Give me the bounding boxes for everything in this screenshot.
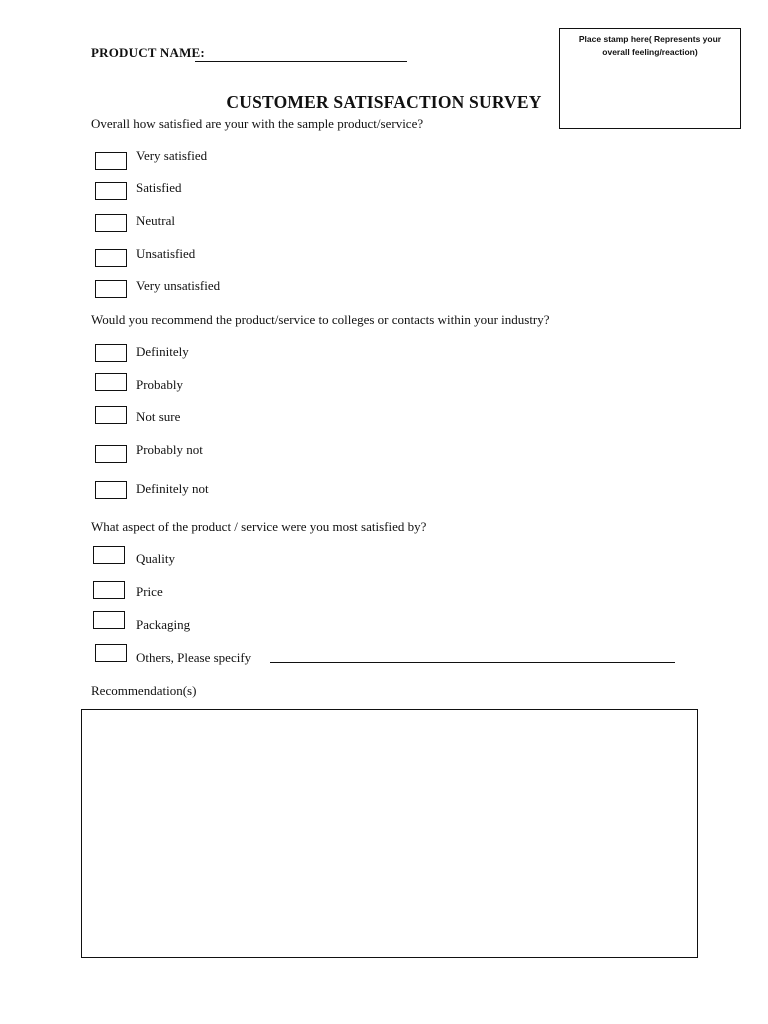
- question-1: Overall how satisfied are your with the sample product/service?: [91, 116, 424, 131]
- option-label-very-satisfied: Very satisfied: [136, 148, 208, 163]
- option-label-not-sure: Not sure: [136, 409, 181, 424]
- checkbox-probably[interactable]: [95, 373, 127, 391]
- product-name-field[interactable]: [195, 61, 407, 62]
- option-label-others: Others, Please specify: [136, 650, 252, 665]
- option-label-neutral: Neutral: [136, 213, 175, 228]
- checkbox-probably-not[interactable]: [95, 445, 127, 463]
- stamp-area: [559, 28, 741, 129]
- option-label-probably-not: Probably not: [136, 442, 203, 457]
- option-label-probably: Probably: [136, 377, 183, 392]
- checkbox-packaging[interactable]: [93, 611, 125, 629]
- question-3: What aspect of the product / service were you most satisfied by?: [91, 519, 427, 534]
- others-specify-field[interactable]: [270, 662, 675, 663]
- checkbox-definitely-not[interactable]: [95, 481, 127, 499]
- checkbox-not-sure[interactable]: [95, 406, 127, 424]
- recommendation-label: Recommendation(s): [91, 683, 197, 698]
- question-2: Would you recommend the product/service to colleges or contacts within your industry?: [91, 312, 550, 327]
- checkbox-price[interactable]: [93, 581, 125, 599]
- recommendation-textarea[interactable]: [81, 709, 698, 958]
- stamp-instructions: Place stamp here( Represents your overall feeling/reaction): [578, 34, 722, 57]
- option-label-unsatisfied: Unsatisfied: [136, 246, 196, 261]
- checkbox-quality[interactable]: [93, 546, 125, 564]
- option-label-definitely: Definitely: [136, 344, 189, 359]
- checkbox-others[interactable]: [95, 644, 127, 662]
- survey-title-text: CUSTOMER SATISFACTION SURVEY: [226, 92, 542, 112]
- checkbox-neutral[interactable]: [95, 214, 127, 232]
- survey-title: [0, 92, 768, 113]
- checkbox-very-satisfied[interactable]: [95, 152, 127, 170]
- checkbox-very-unsatisfied[interactable]: [95, 280, 127, 298]
- checkbox-satisfied[interactable]: [95, 182, 127, 200]
- option-label-quality: Quality: [136, 551, 175, 566]
- option-label-definitely-not: Definitely not: [136, 481, 209, 496]
- checkbox-definitely[interactable]: [95, 344, 127, 362]
- product-name-label: PRODUCT NAME:: [91, 45, 205, 60]
- option-label-very-unsatisfied: Very unsatisfied: [136, 278, 221, 293]
- checkbox-unsatisfied[interactable]: [95, 249, 127, 267]
- option-label-satisfied: Satisfied: [136, 180, 182, 195]
- option-label-packaging: Packaging: [136, 617, 191, 632]
- option-label-price: Price: [136, 584, 163, 599]
